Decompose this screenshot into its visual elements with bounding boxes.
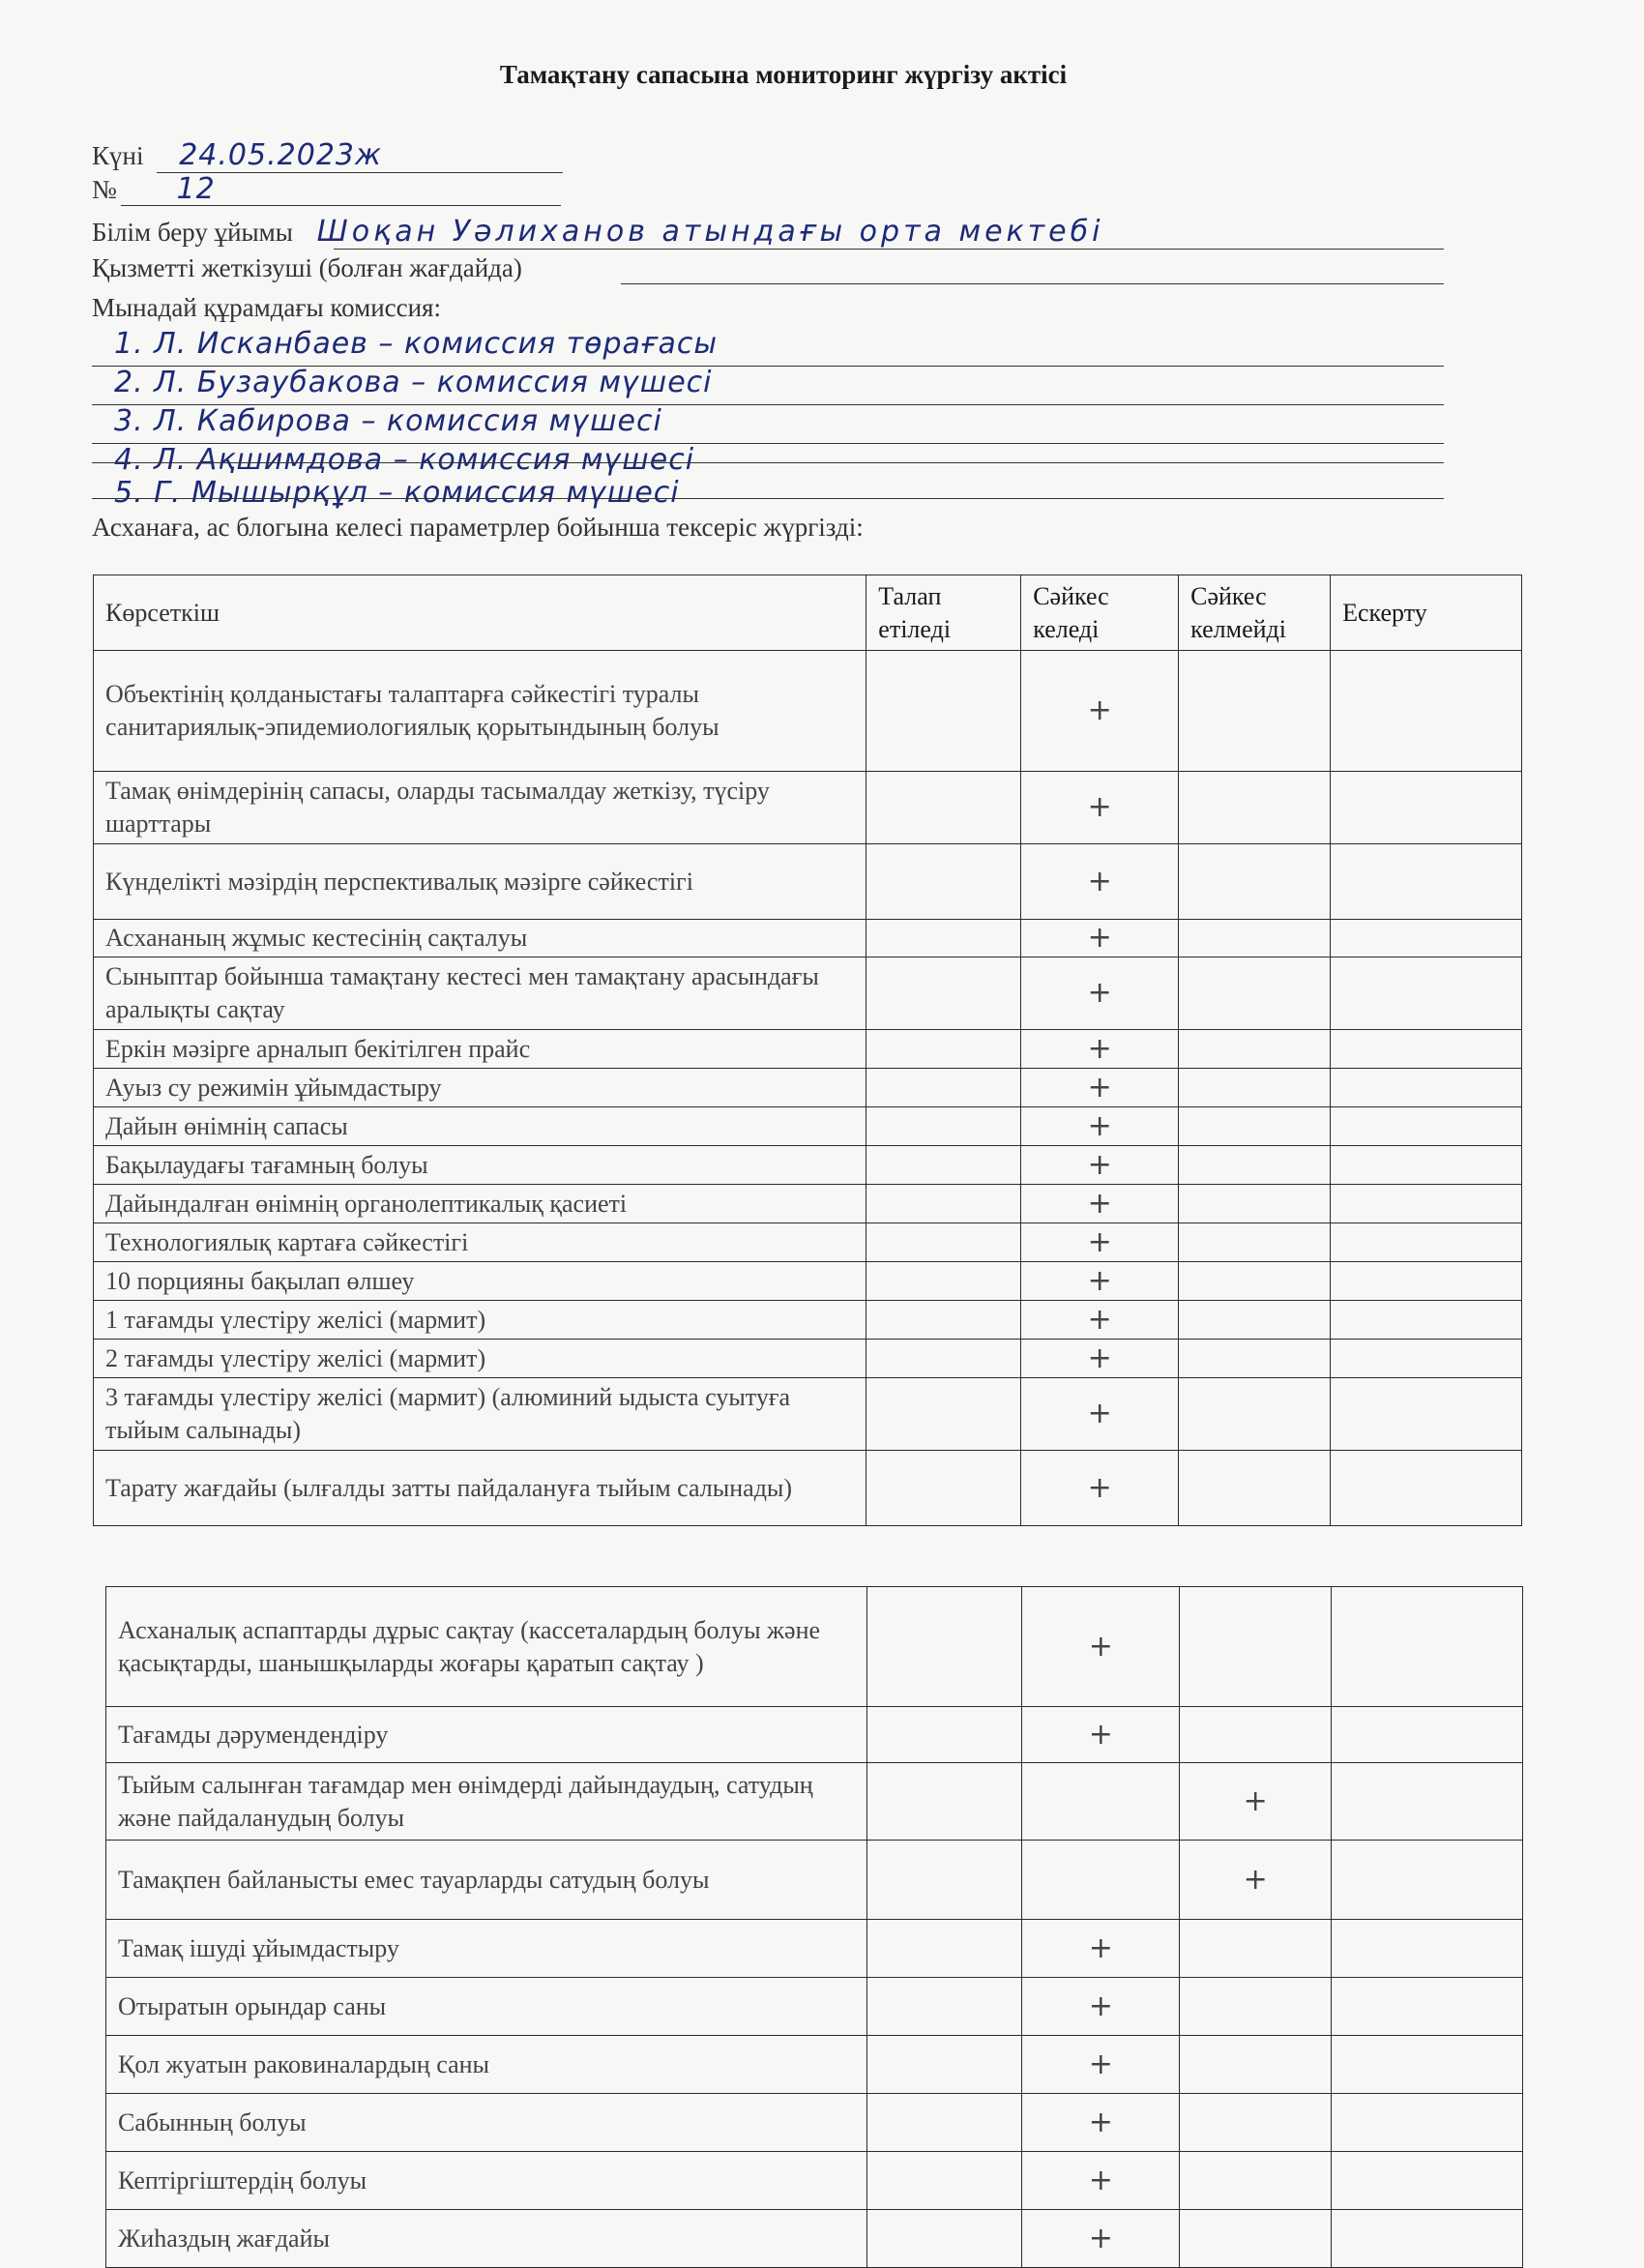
org-value: Шоқан Уәлиханов атындағы орта мектебі [316, 215, 1104, 249]
match-cell: + [1022, 2210, 1180, 2268]
number-label: № [92, 175, 117, 204]
indicator-cell: Тыйым салынған тағамдар мен өнімдерді дайындаудың, сатудың және пайдаланудың болуы [106, 1763, 867, 1841]
table-row [94, 1030, 1522, 1069]
match-cell: + [1022, 1920, 1180, 1978]
table-row [106, 1707, 1523, 1763]
table-row [106, 2152, 1523, 2210]
table-row [94, 1146, 1522, 1185]
header-indicator: Көрсеткіш [94, 575, 866, 651]
required-cell [866, 1262, 1021, 1301]
date-underline [157, 172, 563, 173]
table-row [94, 1301, 1522, 1340]
table-row [94, 1451, 1522, 1526]
note-cell [1332, 2036, 1523, 2094]
required-cell [866, 1069, 1021, 1107]
indicator-cell: Сыныптар бойынша тамақтану кестесі мен тамақтану арасындағы аралықты сақтау [94, 957, 866, 1030]
required-cell [866, 1030, 1021, 1069]
indicator-cell: Ауыз су режимін ұйымдастыру [94, 1069, 866, 1107]
nomatch-cell [1180, 2036, 1332, 2094]
commission-label: Мынадай құрамдағы комиссия: [92, 293, 441, 322]
match-cell: + [1022, 2152, 1180, 2210]
indicator-cell: Тамақ өнімдерінің сапасы, оларды тасымалдау жеткізу, түсіру шарттары [94, 772, 866, 844]
match-cell: + [1021, 772, 1179, 844]
indicator-cell: Тамақ ішуді ұйымдастыру [106, 1920, 867, 1978]
note-cell [1331, 1030, 1522, 1069]
table-row [94, 1185, 1522, 1223]
org-label: Білім беру ұйымы [92, 218, 293, 247]
required-cell [867, 1707, 1022, 1763]
required-cell [866, 1340, 1021, 1378]
header-required: Талап етіледі [866, 575, 1021, 651]
indicator-cell: Сабынның болуы [106, 2094, 867, 2152]
indicator-cell: Дайын өнімнің сапасы [94, 1107, 866, 1146]
header-match: Сәйкес келеді [1021, 575, 1179, 651]
nomatch-cell: + [1180, 1841, 1332, 1920]
number-value: 12 [176, 172, 216, 206]
note-cell [1331, 1223, 1522, 1262]
nomatch-cell [1179, 651, 1331, 772]
required-cell [867, 2210, 1022, 2268]
indicator-cell: Тағамды дәрумендендіру [106, 1707, 867, 1763]
member-underline-4 [92, 462, 1444, 463]
required-cell [866, 1301, 1021, 1340]
required-cell [866, 1107, 1021, 1146]
table-row [106, 1763, 1523, 1841]
note-cell [1331, 1146, 1522, 1185]
required-cell [866, 1146, 1021, 1185]
nomatch-cell [1179, 1340, 1331, 1378]
note-cell [1332, 2094, 1523, 2152]
table-row [106, 1587, 1523, 1707]
commission-member-1: 1. Л. Исканбаев – комиссия төрағасы [114, 327, 719, 361]
note-cell [1331, 1069, 1522, 1107]
note-cell [1331, 1301, 1522, 1340]
indicator-cell: Отыратын орындар саны [106, 1978, 867, 2036]
indicator-cell: Бақылаудағы тағамның болуы [94, 1146, 866, 1185]
member-underline-5 [92, 498, 1444, 499]
match-cell: + [1022, 2094, 1180, 2152]
table-row [94, 772, 1522, 844]
nomatch-cell [1180, 2210, 1332, 2268]
required-cell [866, 772, 1021, 844]
nomatch-cell [1180, 2094, 1332, 2152]
nomatch-cell [1179, 920, 1331, 957]
note-cell [1331, 1340, 1522, 1378]
org-row [92, 215, 1103, 249]
note-cell [1332, 1841, 1523, 1920]
match-cell: + [1021, 844, 1179, 920]
supplier-underline [621, 283, 1444, 284]
match-cell: + [1021, 1030, 1179, 1069]
required-cell [867, 1920, 1022, 1978]
required-cell [866, 651, 1021, 772]
note-cell [1332, 1920, 1523, 1978]
note-cell [1331, 1185, 1522, 1223]
table-row [106, 1841, 1523, 1920]
indicator-cell: 2 тағамды үлестіру желісі (мармит) [94, 1340, 866, 1378]
inspection-table-1 [93, 574, 1522, 1526]
match-cell: + [1021, 1340, 1179, 1378]
number-row [92, 172, 216, 206]
table-row [94, 1223, 1522, 1262]
nomatch-cell [1180, 1920, 1332, 1978]
nomatch-cell [1179, 1301, 1331, 1340]
table-row [94, 1378, 1522, 1451]
table-row [94, 1340, 1522, 1378]
commission-member-2: 2. Л. Бузаубакова – комиссия мүшесі [114, 366, 713, 399]
indicator-cell: Асханалық аспаптарды дұрыс сақтау (кассеталардың болуы және қасықтарды, шанышқыларды жоғары қаратып сақтау ) [106, 1587, 867, 1707]
date-row [92, 138, 382, 172]
inspection-label: Асханаға, ас блогына келесі параметрлер бойынша тексеріс жүргізді: [92, 513, 864, 542]
match-cell: + [1021, 1107, 1179, 1146]
commission-member-3: 3. Л. Кабирова – комиссия мүшесі [114, 404, 662, 438]
match-cell: + [1021, 920, 1179, 957]
match-cell: + [1021, 1262, 1179, 1301]
note-cell [1331, 920, 1522, 957]
match-cell: + [1022, 1978, 1180, 2036]
inspection-table-2 [105, 1586, 1523, 2268]
indicator-cell: 10 порцияны бақылап өлшеу [94, 1262, 866, 1301]
note-cell [1332, 1707, 1523, 1763]
nomatch-cell [1179, 957, 1331, 1030]
note-cell [1331, 772, 1522, 844]
required-cell [866, 1185, 1021, 1223]
indicator-cell: Қол жуатын раковиналардың саны [106, 2036, 867, 2094]
date-label: Күні [92, 141, 144, 170]
nomatch-cell: + [1180, 1763, 1332, 1841]
table-row [94, 1262, 1522, 1301]
table-row [94, 957, 1522, 1030]
note-cell [1331, 1451, 1522, 1526]
header-note: Ескерту [1331, 575, 1522, 651]
indicator-cell: 3 тағамды үлестіру желісі (мармит) (алюминий ыдыста суытуға тыйым салынады) [94, 1378, 866, 1451]
table-row [106, 1978, 1523, 2036]
note-cell [1331, 957, 1522, 1030]
nomatch-cell [1179, 1146, 1331, 1185]
indicator-cell: Тамақпен байланысты емес тауарларды сатудың болуы [106, 1841, 867, 1920]
nomatch-cell [1179, 844, 1331, 920]
table-row [94, 844, 1522, 920]
required-cell [867, 1978, 1022, 2036]
date-value: 24.05.2023ж [179, 138, 383, 172]
match-cell: + [1021, 1301, 1179, 1340]
required-cell [866, 1223, 1021, 1262]
required-cell [867, 2036, 1022, 2094]
indicator-cell: Технологиялық картаға сәйкестігі [94, 1223, 866, 1262]
match-cell: + [1021, 1069, 1179, 1107]
indicator-cell: 1 тағамды үлестіру желісі (мармит) [94, 1301, 866, 1340]
note-cell [1332, 1587, 1523, 1707]
nomatch-cell [1179, 1107, 1331, 1146]
required-cell [867, 2152, 1022, 2210]
note-cell [1332, 2210, 1523, 2268]
indicator-cell: Тарату жағдайы (ылғалды затты пайдалануға тыйым салынады) [94, 1451, 866, 1526]
note-cell [1332, 1978, 1523, 2036]
document-title: Тамақтану сапасына мониторинг жүргізу актісі [499, 60, 1068, 89]
nomatch-cell [1180, 1587, 1332, 1707]
supplier-label: Қызметті жеткізуші (болған жағдайда) [92, 253, 522, 282]
required-cell [866, 957, 1021, 1030]
table-header-row [94, 575, 1522, 651]
indicator-cell: Асхананың жұмыс кестесінің сақталуы [94, 920, 866, 957]
required-cell [866, 1378, 1021, 1451]
nomatch-cell [1179, 772, 1331, 844]
nomatch-cell [1179, 1451, 1331, 1526]
required-cell [866, 1451, 1021, 1526]
required-cell [867, 1841, 1022, 1920]
note-cell [1331, 1262, 1522, 1301]
note-cell [1331, 651, 1522, 772]
required-cell [866, 844, 1021, 920]
match-cell: + [1021, 1451, 1179, 1526]
indicator-cell: Күнделікті мәзірдің перспективалық мәзірге сәйкестігі [94, 844, 866, 920]
nomatch-cell [1180, 1978, 1332, 2036]
note-cell [1332, 2152, 1523, 2210]
indicator-cell: Еркін мәзірге арналып бекітілген прайс [94, 1030, 866, 1069]
nomatch-cell [1180, 1707, 1332, 1763]
note-cell [1331, 1107, 1522, 1146]
header-nomatch: Сәйкес келмейді [1179, 575, 1331, 651]
nomatch-cell [1179, 1185, 1331, 1223]
table-row [94, 920, 1522, 957]
required-cell [867, 1763, 1022, 1841]
match-cell: + [1022, 2036, 1180, 2094]
org-underline [334, 249, 1444, 250]
nomatch-cell [1180, 2152, 1332, 2210]
table-row [106, 1920, 1523, 1978]
nomatch-cell [1179, 1262, 1331, 1301]
table-row [94, 1107, 1522, 1146]
table-row [106, 2036, 1523, 2094]
match-cell: + [1022, 1587, 1180, 1707]
match-cell: + [1021, 1378, 1179, 1451]
commission-member-5: 5. Г. Мышырқұл – комиссия мүшесі [114, 476, 680, 510]
nomatch-cell [1179, 1069, 1331, 1107]
required-cell [866, 920, 1021, 957]
required-cell [867, 1587, 1022, 1707]
nomatch-cell [1179, 1223, 1331, 1262]
nomatch-cell [1179, 1378, 1331, 1451]
nomatch-cell [1179, 1030, 1331, 1069]
required-cell [867, 2094, 1022, 2152]
note-cell [1331, 844, 1522, 920]
indicator-cell: Дайындалған өнімнің органолептикалық қасиеті [94, 1185, 866, 1223]
match-cell: + [1021, 1185, 1179, 1223]
match-cell: + [1022, 1707, 1180, 1763]
indicator-cell: Жиһаздың жағдайы [106, 2210, 867, 2268]
note-cell [1332, 1763, 1523, 1841]
commission-member-4: 4. Л. Ақшимдова – комиссия мүшесі [114, 443, 695, 477]
table-row [94, 1069, 1522, 1107]
note-cell [1331, 1378, 1522, 1451]
match-cell: + [1021, 1146, 1179, 1185]
match-cell [1022, 1763, 1180, 1841]
match-cell [1022, 1841, 1180, 1920]
number-underline [121, 205, 561, 206]
table-row [106, 2094, 1523, 2152]
table-row [106, 2210, 1523, 2268]
indicator-cell: Объектінің қолданыстағы талаптарға сәйкестігі туралы санитариялық-эпидемиологиялық қорытындының болуы [94, 651, 866, 772]
table-row [94, 651, 1522, 772]
indicator-cell: Кептіргіштердің болуы [106, 2152, 867, 2210]
match-cell: + [1021, 957, 1179, 1030]
match-cell: + [1021, 651, 1179, 772]
match-cell: + [1021, 1223, 1179, 1262]
supplier-row [92, 253, 522, 283]
